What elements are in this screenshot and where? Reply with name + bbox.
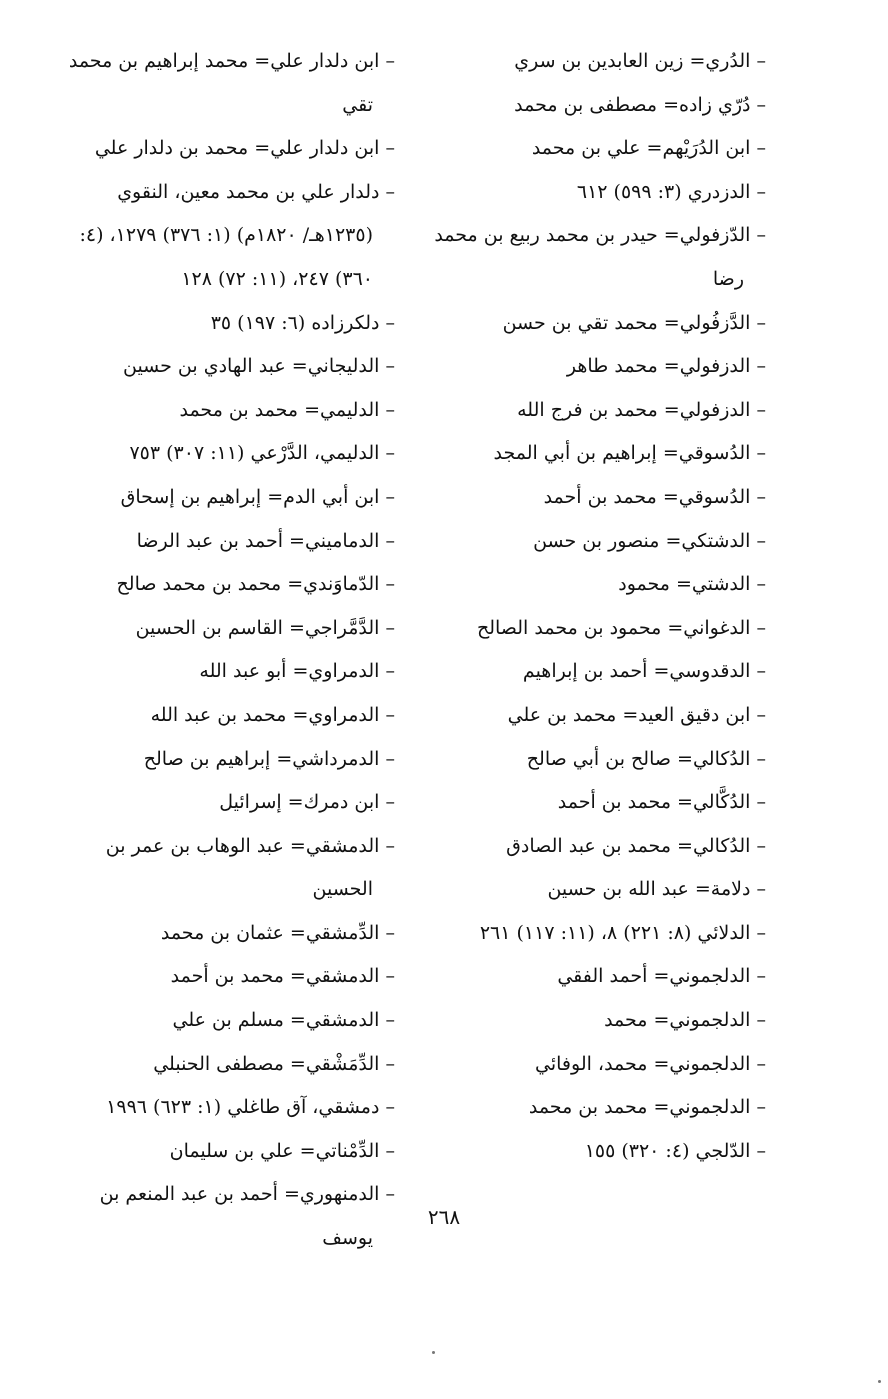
index-entry: – الدُكالي= صالح بن أبي صالح bbox=[431, 738, 766, 782]
index-entry: – الدلجموني= محمد، الوفائي bbox=[431, 1043, 766, 1087]
index-entry: – ابن دلدار علي= محمد بن دلدار علي bbox=[55, 127, 395, 171]
index-entry: – الدُري= زين العابدين بن سري bbox=[431, 40, 766, 84]
index-entry: – الدَّزفُولي= محمد تقي بن حسن bbox=[431, 302, 766, 346]
index-entry: – الدُكَّالي= محمد بن أحمد bbox=[431, 781, 766, 825]
index-entry: – الدّلجي (٤: ٣٢٠) ١٥٥ bbox=[431, 1130, 766, 1174]
index-entry: – الدمرداشي= إبراهيم بن صالح bbox=[55, 738, 395, 782]
index-entry: – الدليجاني= عبد الهادي بن حسين bbox=[55, 345, 395, 389]
index-entry: – الدلائي (٨: ٢٢١) ٨، (١١: ١١٧) ٢٦١ bbox=[431, 912, 766, 956]
index-entry: – دلامة= عبد الله بن حسين bbox=[431, 868, 766, 912]
index-entry: – الدمشقي= محمد بن أحمد bbox=[55, 955, 395, 999]
index-entry: – الدغواني= محمود بن محمد الصالح bbox=[431, 607, 766, 651]
index-entry: – دُرّي زاده= مصطفى بن محمد bbox=[431, 84, 766, 128]
index-entry: – الدمراوي= أبو عبد الله bbox=[55, 650, 395, 694]
index-entry: – الدلجموني= محمد bbox=[431, 999, 766, 1043]
index-entry: – دلكرزاده (٦: ١٩٧) ٣٥ bbox=[55, 302, 395, 346]
index-entry: – ابن دلدار علي= محمد إبراهيم بن محمد تقي bbox=[55, 40, 395, 127]
index-entry: – الدُكالي= محمد بن عبد الصادق bbox=[431, 825, 766, 869]
index-entry: – الدمراوي= محمد بن عبد الله bbox=[55, 694, 395, 738]
index-entry: – الدلجموني= أحمد الفقي bbox=[431, 955, 766, 999]
index-entry: – الدشتي= محمود bbox=[431, 563, 766, 607]
index-entry: – الدليمي، الدَّرْعي (١١: ٣٠٧) ٧٥٣ bbox=[55, 432, 395, 476]
index-entry: – الدشتكي= منصور بن حسن bbox=[431, 520, 766, 564]
index-entry: – الدِّمْناتي= علي بن سليمان bbox=[55, 1130, 395, 1174]
index-entry: – الدَّمَّراجي= القاسم بن الحسين bbox=[55, 607, 395, 651]
index-entry: – الدمنهوري= أحمد بن عبد المنعم بن يوسف bbox=[55, 1173, 395, 1260]
index-entry: – الدمشقي= مسلم بن علي bbox=[55, 999, 395, 1043]
index-entry: – الدُسوقي= محمد بن أحمد bbox=[431, 476, 766, 520]
index-entry: – الدِّمشقي= عثمان بن محمد bbox=[55, 912, 395, 956]
index-entry: – الدّماوَندي= محمد بن محمد صالح bbox=[55, 563, 395, 607]
scan-speck bbox=[878, 1380, 881, 1383]
index-column-left bbox=[55, 40, 395, 1261]
index-entry: – الدمشقي= عبد الوهاب بن عمر بن الحسين bbox=[55, 825, 395, 912]
index-entry: – ابن دقيق العيد= محمد بن علي bbox=[431, 694, 766, 738]
index-entry: – الدُسوقي= إبراهيم بن أبي المجد bbox=[431, 432, 766, 476]
index-entry: – الدلجموني= محمد بن محمد bbox=[431, 1086, 766, 1130]
index-entry: – الدزفولي= محمد طاهر bbox=[431, 345, 766, 389]
scan-speck bbox=[432, 1351, 435, 1354]
index-entry: – الدليمي= محمد بن محمد bbox=[55, 389, 395, 433]
index-entry: – الدماميني= أحمد بن عبد الرضا bbox=[55, 520, 395, 564]
index-entry: – دمشقي، آق طاغلي (١: ٦٢٣) ١٩٩٦ bbox=[55, 1086, 395, 1130]
index-entry: – دلدار علي بن محمد معين، النقوي (١٢٣٥هـ/ ١٨٢٠م) (١: ٣٧٦) ١٢٧٩، (٤: ٣٦٠) ٢٤٧، (١١: ٧٢) ١٢٨ bbox=[55, 171, 395, 302]
index-entry: – ابن دمرك= إسرائيل bbox=[55, 781, 395, 825]
index-entry: – ابن أبي الدم= إبراهيم بن إسحاق bbox=[55, 476, 395, 520]
index-entry: – الدقدوسي= أحمد بن إبراهيم bbox=[431, 650, 766, 694]
index-entry: – الدزدري (٣: ٥٩٩) ٦١٢ bbox=[431, 171, 766, 215]
index-column-right bbox=[431, 40, 766, 1173]
index-entry: – الدِّمَشْقي= مصطفى الحنبلي bbox=[55, 1043, 395, 1087]
index-entry: – ابن الدُرَيْهم= علي بن محمد bbox=[431, 127, 766, 171]
page-number: ٢٦٨ bbox=[427, 1205, 461, 1229]
index-entry: – الدّزفولي= حيدر بن محمد ربيع بن محمد رضا bbox=[431, 214, 766, 301]
index-entry: – الدزفولي= محمد بن فرج الله bbox=[431, 389, 766, 433]
